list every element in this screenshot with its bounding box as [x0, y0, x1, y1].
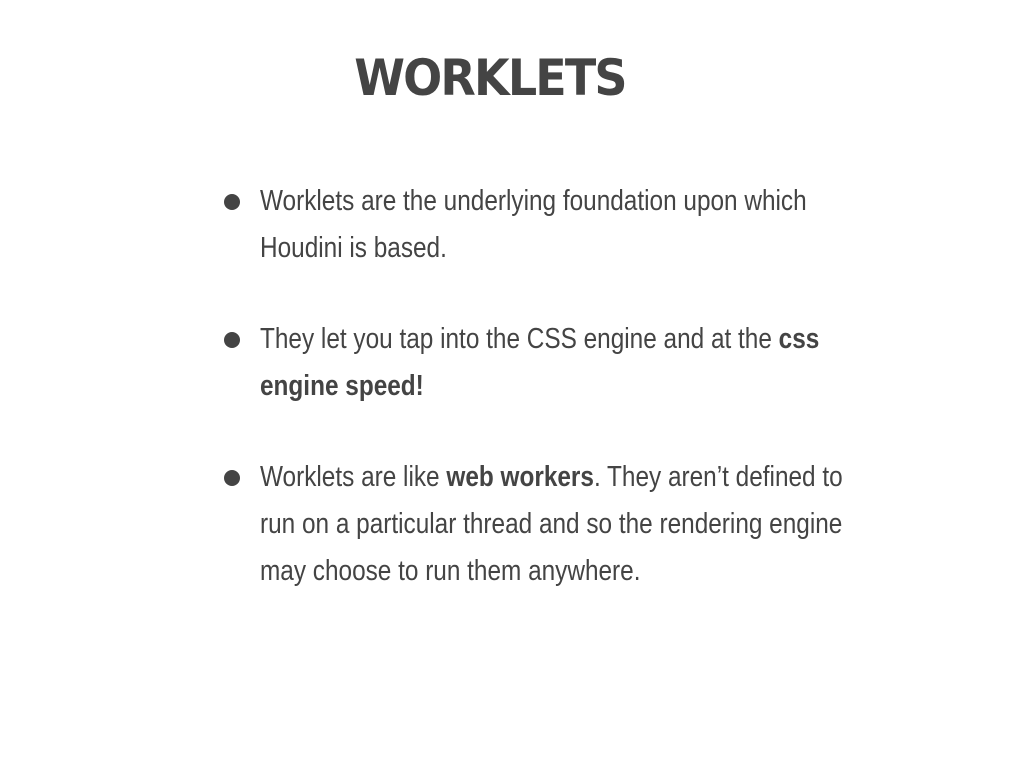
bullet-dot-icon: [224, 194, 240, 210]
bullet-text-regular: Worklets are like: [260, 461, 447, 493]
bullet-item-css-engine: [224, 316, 864, 410]
bullet-dot-icon: [224, 332, 240, 348]
bullet-list: [224, 178, 864, 595]
slide-title: WORKLETS: [354, 49, 626, 107]
bullet-item-worklets-foundation: [224, 178, 864, 272]
bullet-text-regular-after: . They aren’t defined to run on a particular thread and so the rendering engine may choose to run them anywhere.: [260, 461, 843, 587]
bullet-text: [260, 316, 865, 410]
bullet-text-regular: They let you tap into the CSS engine and at the: [260, 323, 779, 355]
bullet-text: [260, 454, 865, 595]
bullet-item-web-workers: [224, 454, 864, 595]
bullet-text-bold: web workers: [446, 461, 594, 493]
bullet-dot-icon: [224, 470, 240, 486]
bullet-text-regular: Worklets are the underlying foundation upon which Houdini is based.: [260, 185, 807, 264]
bullet-text: [260, 178, 865, 272]
bullet-text-bold: css engine speed!: [260, 323, 820, 402]
